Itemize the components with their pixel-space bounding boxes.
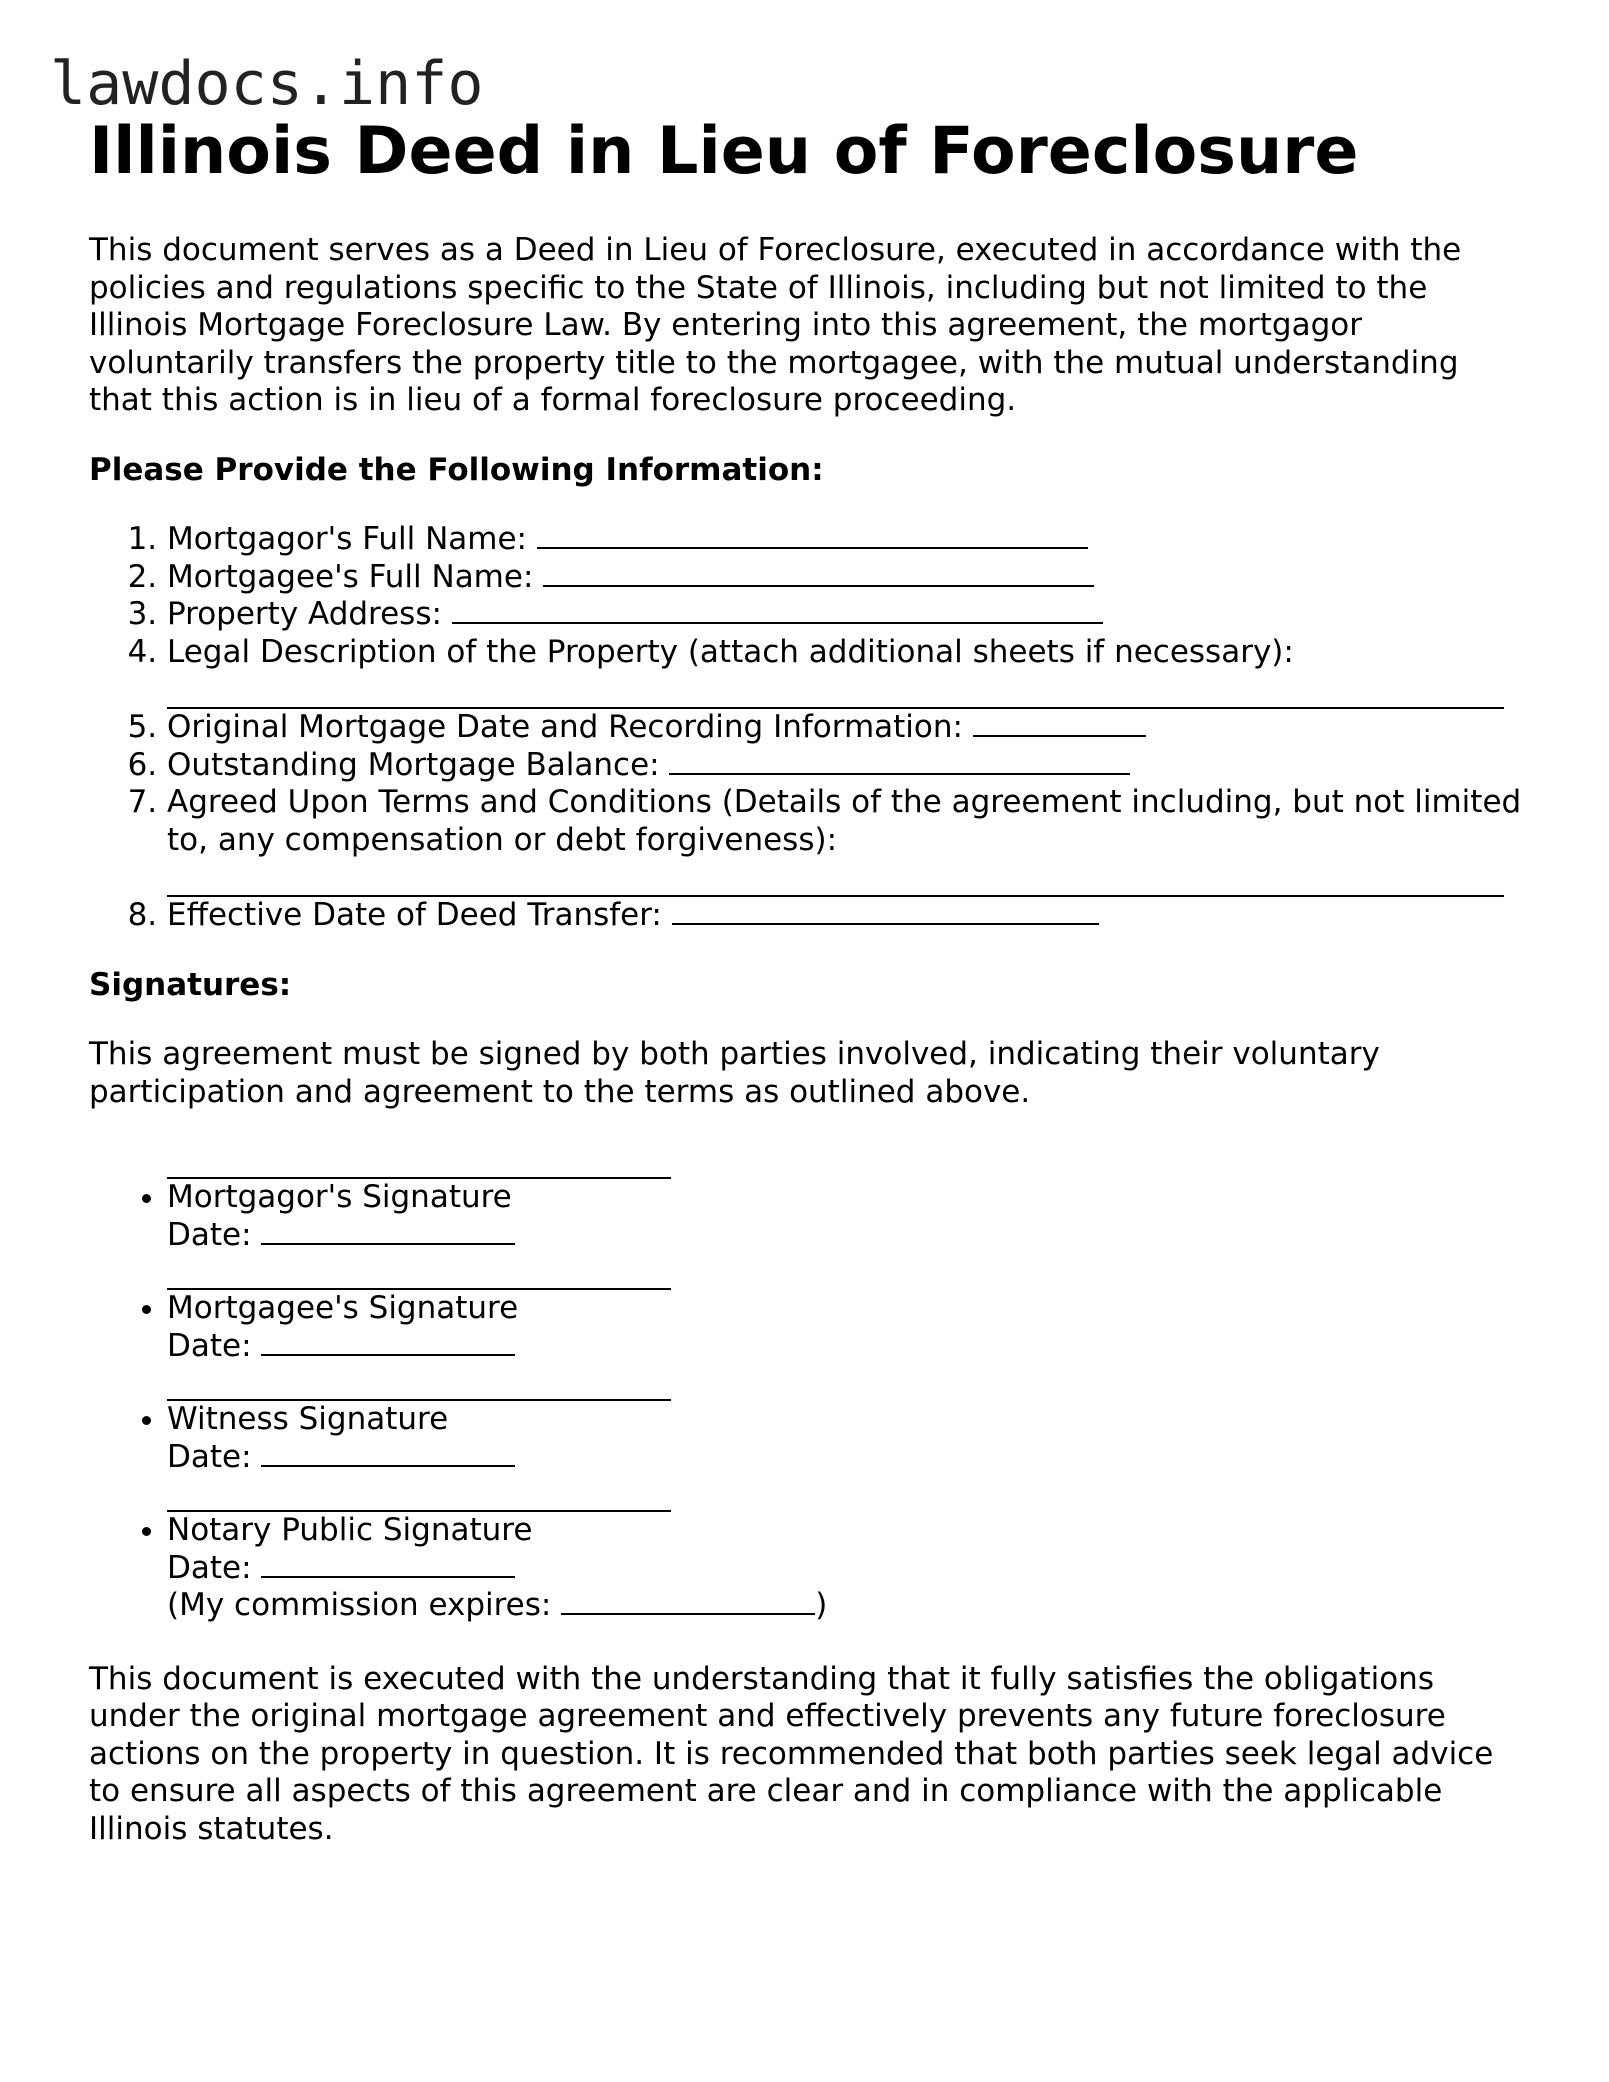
- date-row: [167, 1439, 1529, 1477]
- date-row: [167, 1328, 1529, 1366]
- list-item: [167, 634, 1529, 710]
- field-label: Mortgagor's Full Name:: [167, 521, 527, 557]
- date-blank[interactable]: [261, 1242, 515, 1245]
- witness-signature-line[interactable]: [167, 1365, 671, 1401]
- mortgagor-signature-line[interactable]: [167, 1143, 671, 1179]
- list-item: [167, 559, 1529, 597]
- list-item: [167, 709, 1529, 747]
- page-title: Illinois Deed in Lieu of Foreclosure: [89, 114, 1359, 189]
- field-label: Mortgagee's Full Name:: [167, 558, 534, 595]
- mortgage-balance-blank[interactable]: [669, 772, 1130, 775]
- field-label: Agreed Upon Terms and Conditions (Details of the agreement including, but not limited to, any compensation or debt forgiveness):: [167, 784, 1522, 858]
- signature-list: [89, 1143, 1529, 1625]
- signature-block: [167, 1143, 1529, 1254]
- intro-paragraph: This document serves as a Deed in Lieu of Foreclosure, executed in accordance with the policies and regulations specific to the State of Illinois, including but not limited to the Illinois Mortgage Foreclosure Law. By entering into this agreement, the mortgagor voluntarily transfers the property title to the mortgagee, with the mutual understanding that this action is in lieu of a formal foreclosure proceeding.: [89, 232, 1462, 418]
- list-item: [167, 747, 1529, 785]
- date-row: [167, 1550, 1529, 1588]
- mortgage-date-blank[interactable]: [973, 734, 1146, 737]
- signatures-intro: This agreement must be signed by both parties involved, indicating their voluntary participation and agreement to the terms as outlined above.: [89, 1036, 1380, 1110]
- terms-blank[interactable]: [167, 861, 1504, 897]
- list-item: [167, 521, 1529, 559]
- legal-description-blank[interactable]: [167, 673, 1504, 709]
- closing-paragraph: This document is executed with the understanding that it fully satisfies the obligations under the original mortgage agreement and effectively prevents any future foreclosure actions on the property in question. It is recommended that both parties seek legal advice to ensure all aspects of this agreement are clear and in compliance with the applicable Illinois statutes.: [89, 1660, 1494, 1847]
- date-label: Date:: [167, 1216, 252, 1253]
- signatures-heading: Signatures:: [89, 966, 292, 1003]
- property-address-blank[interactable]: [452, 621, 1103, 624]
- signature-role: • Mortgagee's Signature: [167, 1290, 519, 1326]
- information-list: [89, 521, 1529, 935]
- signature-role: • Witness Signature: [167, 1401, 449, 1437]
- signature-role: • Mortgagor's Signature: [167, 1179, 512, 1215]
- list-item: [167, 897, 1529, 935]
- mortgagee-signature-line[interactable]: [167, 1254, 671, 1290]
- mortgagee-name-blank[interactable]: [543, 584, 1094, 587]
- date-blank[interactable]: [261, 1575, 515, 1578]
- effective-date-blank[interactable]: [672, 922, 1099, 925]
- date-row: [167, 1217, 1529, 1255]
- notary-signature-line[interactable]: [167, 1476, 671, 1512]
- signature-block: [167, 1365, 1529, 1476]
- signature-block: [167, 1254, 1529, 1365]
- list-item: [167, 784, 1529, 897]
- commission-label: (My commission expires:: [167, 1587, 552, 1623]
- signature-block: [167, 1476, 1529, 1625]
- date-label: Date:: [167, 1327, 252, 1364]
- date-blank[interactable]: [261, 1353, 515, 1356]
- commission-expiry-blank[interactable]: [561, 1612, 815, 1615]
- field-label: Original Mortgage Date and Recording Information:: [167, 709, 963, 745]
- document: [89, 108, 1529, 1848]
- date-label: Date:: [167, 1549, 252, 1586]
- field-label: Outstanding Mortgage Balance:: [167, 746, 660, 783]
- field-label: Legal Description of the Property (attach additional sheets if necessary):: [167, 633, 1294, 670]
- commission-row: [167, 1587, 1529, 1625]
- list-item: [167, 596, 1529, 634]
- field-label: Effective Date of Deed Transfer:: [167, 897, 662, 933]
- signature-role: • Notary Public Signature: [167, 1512, 533, 1548]
- date-label: Date:: [167, 1438, 252, 1475]
- field-label: Property Address:: [167, 596, 442, 632]
- mortgagor-name-blank[interactable]: [537, 546, 1088, 549]
- date-blank[interactable]: [261, 1464, 515, 1467]
- commission-close: ): [815, 1587, 828, 1623]
- info-heading: Please Provide the Following Information:: [89, 451, 824, 488]
- watermark: lawdocs.info: [50, 49, 484, 119]
